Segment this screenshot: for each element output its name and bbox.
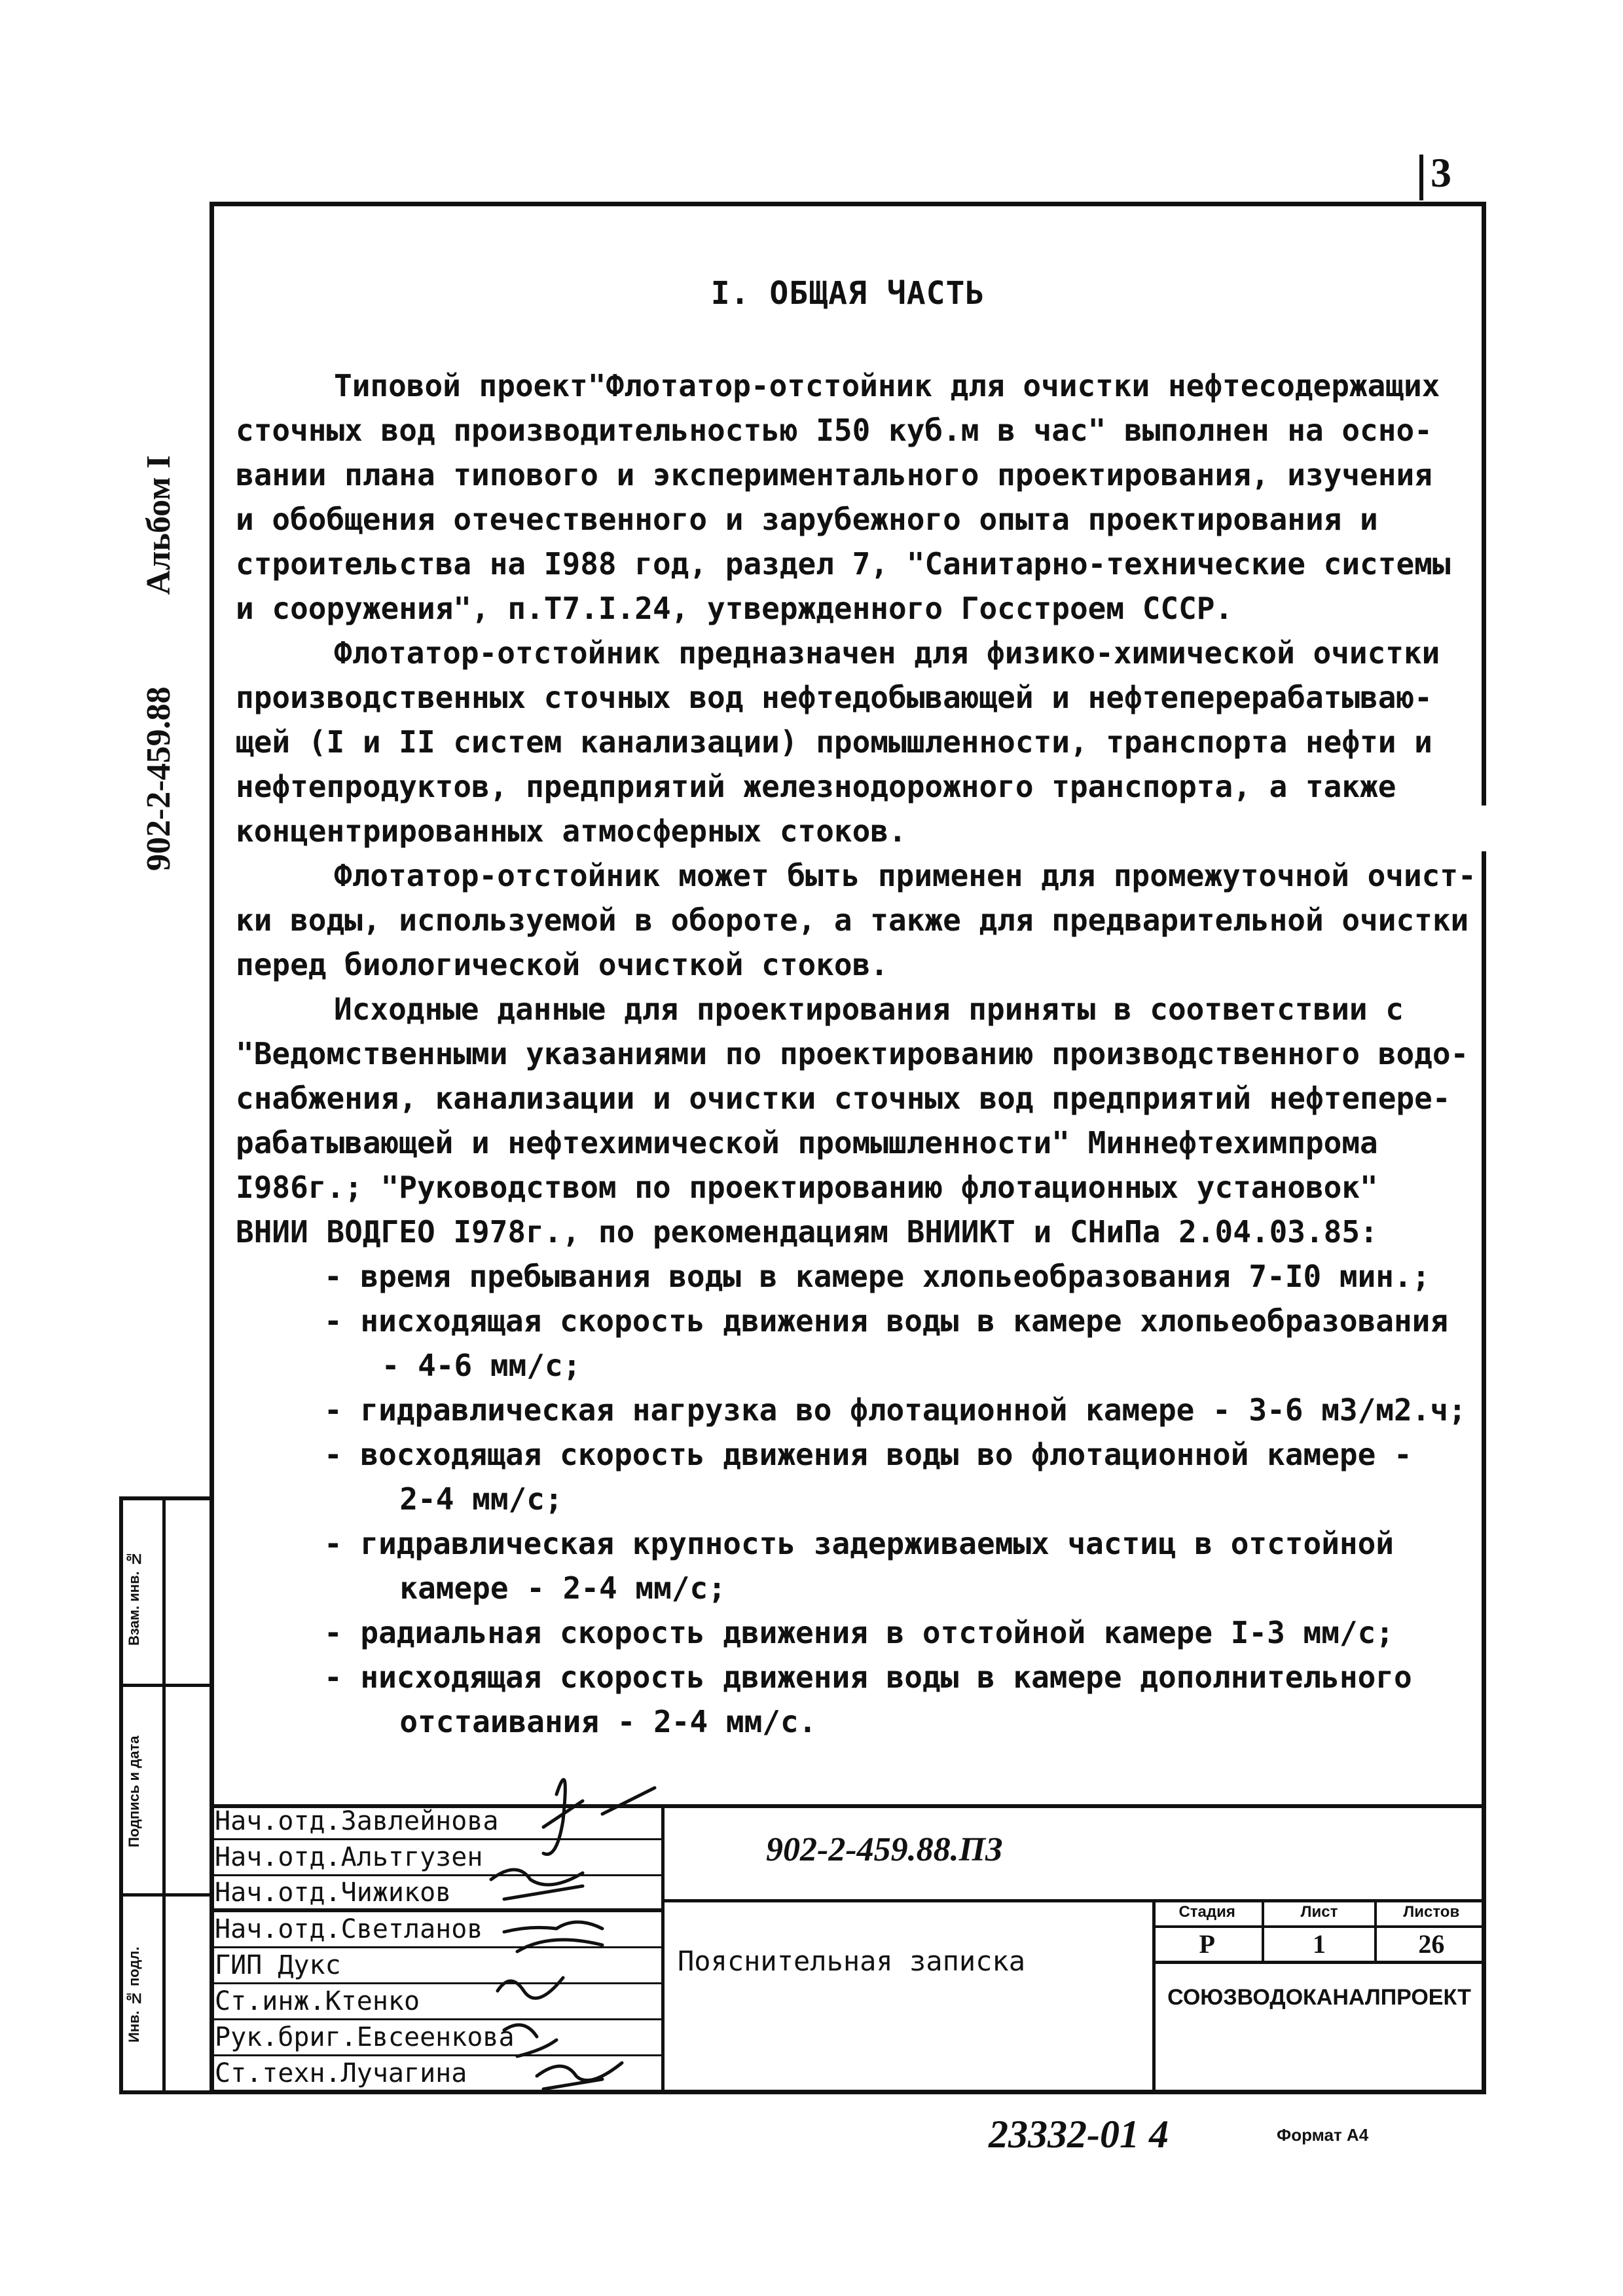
page-number-mark	[1419, 155, 1423, 200]
left-stamp-divider	[123, 1893, 210, 1897]
title-block-divider	[661, 1804, 665, 2094]
signer-row: Нач.отд.Светланов	[210, 1912, 661, 1948]
sheets-header: Листов	[1403, 1903, 1460, 1921]
body-line: - время пребывания воды в камере хлопьеобразования 7-I0 мин.;	[324, 1259, 1431, 1294]
signer-row: Ст.техн.Лучагина	[210, 2056, 661, 2092]
body-line: Исходные данные для проектирования приняты в соответствии с	[334, 991, 1404, 1027]
signer-row: Ст.инж.Ктенко	[210, 1984, 661, 2020]
sheets-value: 26	[1418, 1929, 1445, 1959]
body-line: камере - 2-4 мм/с;	[363, 1570, 726, 1606]
left-stamp	[119, 1496, 210, 2094]
body-line: концентрированных атмосферных стоков.	[236, 813, 907, 849]
title-block	[210, 1804, 1486, 2094]
format-label: Формат А4	[1277, 2125, 1369, 2145]
body-text	[236, 363, 1476, 1744]
body-line: снабжения, канализации и очистки сточных вод предприятий нефтепере-	[236, 1081, 1451, 1116]
signer-row: Нач.отд.Альтгузен	[210, 1840, 661, 1876]
body-line: нефтепродуктов, предприятий железнодорожного транспорта, а также	[236, 769, 1396, 804]
organization-name: СОЮЗВОДОКАНАЛПРОЕКТ	[1167, 1984, 1471, 2010]
sheet-value: 1	[1264, 1928, 1376, 1961]
body-line: - нисходящая скорость движения воды в камере хлопьеобразования	[324, 1303, 1449, 1339]
body-line: - восходящая скорость движения воды во флотационной камере -	[324, 1437, 1412, 1472]
body-line: вании плана типового и экспериментального проектирования, изучения	[236, 457, 1432, 492]
page-number: 3	[1431, 149, 1451, 196]
stage-value: Р	[1152, 1928, 1264, 1961]
signer-row: ГИП Дукс	[210, 1948, 661, 1984]
body-line: ки воды, используемой в обороте, а также для предварительной очистки	[236, 902, 1469, 938]
body-line: перед биологической очисткой стоков.	[236, 947, 888, 982]
body-line: - радиальная скорость движения в отстойной камере I-3 мм/с;	[324, 1615, 1394, 1650]
body-line: и сооружения", п.Т7.I.24, утвержденного Госстроем СССР.	[236, 591, 1233, 626]
body-line: "Ведомственными указаниями по проектированию производственного водо-	[236, 1036, 1469, 1071]
body-line: щей (I и II систем канализации) промышленности, транспорта нефти и	[236, 724, 1432, 760]
body-line: I986г.; "Руководством по проектированию флотационных установок"	[236, 1170, 1378, 1205]
side-label-album: Альбом I	[140, 455, 177, 595]
body-line: Типовой проект"Флотатор-отстойник для очистки нефтесодержащих	[334, 368, 1440, 403]
body-line: - 4-6 мм/с;	[363, 1348, 581, 1383]
body-line: Флотатор-отстойник предназначен для физико-химической очистки	[334, 635, 1440, 671]
section-heading: I. ОБЩАЯ ЧАСТЬ	[710, 275, 985, 312]
signer-row: Нач.отд.Чижиков	[210, 1876, 661, 1912]
footer-number: 23332-01 4	[989, 2113, 1169, 2156]
side-label-code: 902-2-459.88	[140, 686, 177, 871]
body-line: рабатывающей и нефтехимической промышленности" Миннефтехимпрома	[236, 1125, 1378, 1160]
body-line: сточных вод производительностью I50 куб.м в час" выполнен на осно-	[236, 413, 1432, 448]
frame-gap	[1481, 805, 1490, 851]
body-line: - гидравлическая крупность задерживаемых частиц в отстойной	[324, 1526, 1394, 1561]
inv-original-label: Инв. № подл.	[126, 1946, 142, 2043]
sheet-header: Лист	[1264, 1899, 1376, 1925]
body-line: 2-4 мм/с;	[363, 1481, 563, 1517]
body-line: и обобщения отечественного и зарубежного опыта проектирования и	[236, 502, 1378, 537]
body-line: отстаивания - 2-4 мм/с.	[363, 1704, 817, 1739]
body-line: производственных сточных вод нефтедобывающей и нефтеперерабатываю-	[236, 680, 1432, 715]
sign-date-label: Подпись и дата	[126, 1735, 142, 1848]
body-line: ВНИИ ВОДГЕО I978г., по рекомендациям ВНИИКТ и СНиПа 2.04.03.85:	[236, 1214, 1378, 1250]
body-line: - нисходящая скорость движения воды в камере дополнительного	[324, 1659, 1412, 1695]
stage-header: Стадия	[1152, 1899, 1264, 1925]
body-line: - гидравлическая нагрузка во флотационной камере - 3-6 м3/м2.ч;	[324, 1392, 1467, 1428]
document-code: 902-2-459.88.ПЗ	[766, 1831, 1003, 1868]
document-name: Пояснительная записка	[678, 1945, 1026, 1977]
signers-table	[210, 1804, 661, 2092]
signer-row: Нач.отд.Завлейнова	[210, 1804, 661, 1840]
left-stamp-divider	[123, 1684, 210, 1687]
side-label	[139, 0, 179, 871]
body-line: строительства на I988 год, раздел 7, "Санитарно-технические системы	[236, 546, 1451, 582]
inv-replaced-label: Взам. инв. №	[126, 1551, 142, 1646]
body-line: Флотатор-отстойник может быть применен для промежуточной очист-	[334, 858, 1476, 893]
signer-row: Рук.бриг.Евсеенкова	[210, 2020, 661, 2056]
